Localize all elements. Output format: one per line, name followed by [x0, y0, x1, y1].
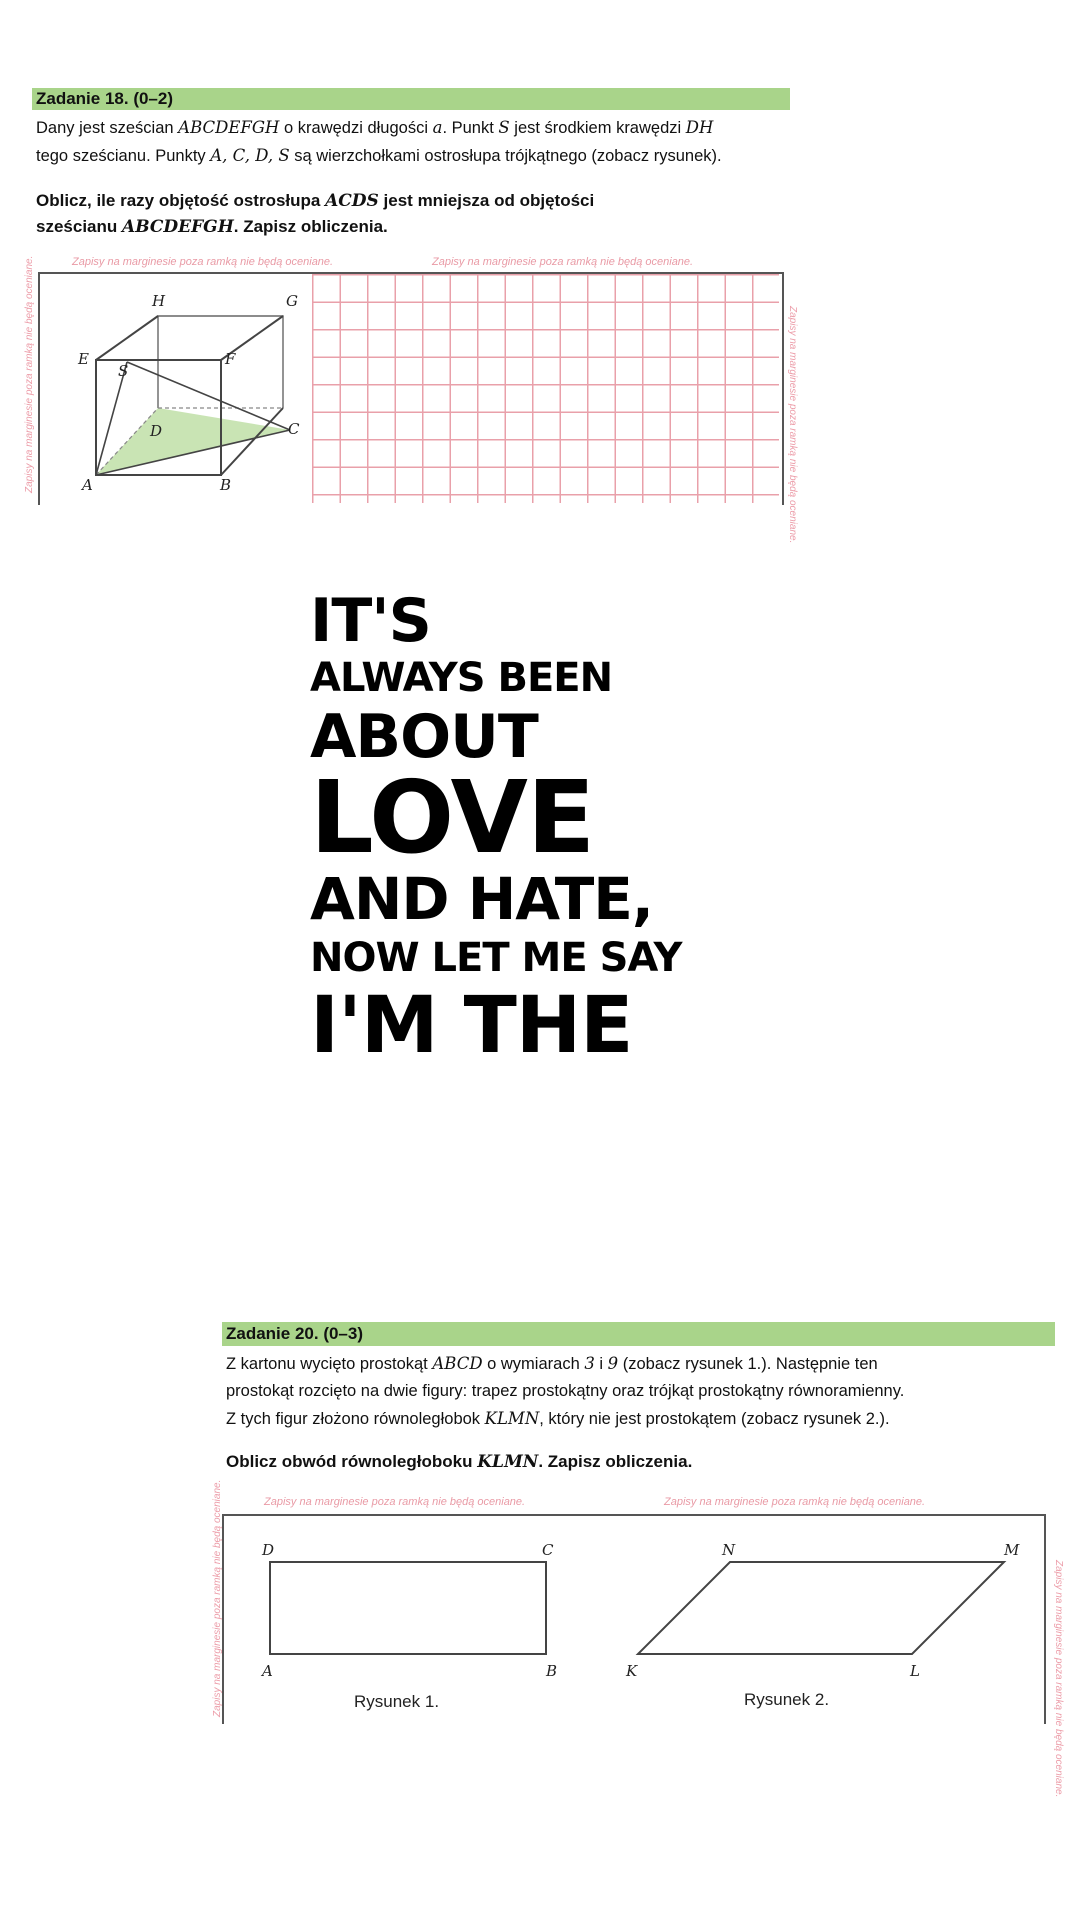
lyrics-line-1: IT'S: [310, 586, 431, 656]
side-note-left-20: Zapisy na marginesie poza ramką nie będą oceniane.: [212, 1479, 223, 1717]
vertex-m: M: [1004, 1541, 1020, 1559]
lyrics-line-5: AND HATE,: [310, 865, 653, 933]
figure-2-caption: Rysunek 2.: [744, 1690, 830, 1709]
rectangle-figure: [242, 1538, 572, 1688]
task-20-header: Zadanie 20. (0–3): [222, 1322, 1055, 1346]
task-20: [212, 1322, 1064, 1798]
task-20-line-3: Z tych figur złożono równoległobok KLMN, który nie jest prostokątem (zobacz rysunek 2.).: [226, 1409, 890, 1428]
figure-1-caption: Rysunek 1.: [354, 1692, 440, 1711]
parallelogram-figure: [602, 1538, 1042, 1688]
task-20-line-2: prostokąt rozcięto na dwie figury: trapez prostokątny oraz trójkąt prostokątny równoramienny.: [226, 1382, 905, 1400]
vertex-a: A: [82, 476, 93, 494]
vertex-c-20: C: [542, 1541, 554, 1559]
vertex-d-20: D: [262, 1541, 275, 1559]
lyrics-line-3: ABOUT: [310, 702, 538, 772]
vertex-l: L: [910, 1662, 920, 1680]
vertex-k: K: [626, 1662, 638, 1680]
task-18-line-1: Dany jest sześcian ABCDEFGH o krawędzi długości a. Punkt S jest środkiem krawędzi DH: [36, 118, 714, 137]
task-18-text: [32, 114, 790, 170]
answer-grid: [312, 274, 779, 503]
vertex-c: C: [288, 420, 300, 438]
task-18: [24, 88, 798, 544]
margin-note-left-20: Zapisy na marginesie poza ramką nie będą oceniane.: [264, 1496, 526, 1508]
vertex-g: G: [286, 292, 298, 310]
task-20-text: [222, 1350, 1055, 1433]
lyrics-block: [310, 586, 682, 1071]
side-note-left: Zapisy na marginesie poza ramką nie będą oceniane.: [24, 255, 35, 493]
vertex-b: B: [220, 476, 232, 494]
cube-figure: [60, 284, 300, 504]
lyrics-line-6: NOW LET ME SAY: [310, 935, 682, 981]
vertex-e: E: [78, 350, 89, 368]
task-18-instruction: Oblicz, ile razy objętość ostrosłupa ACDS jest mniejsza od objętości sześcianu ABCDEFGH. Zapisz obliczenia.: [36, 191, 595, 237]
task-20-line-1: Z kartonu wycięto prostokąt ABCD o wymiarach 3 i 9 (zobacz rysunek 1.). Następnie ten: [226, 1354, 878, 1373]
task-18-line-2: tego sześcianu. Punkty A, C, D, S są wierzchołkami ostrosłupa trójkątnego (zobacz rysunek).: [36, 146, 722, 165]
task-18-header: Zadanie 18. (0–2): [32, 88, 790, 110]
vertex-d: D: [150, 422, 163, 440]
side-note-right: Zapisy na marginesie poza ramką nie będą oceniane.: [787, 306, 798, 544]
vertex-s: S: [118, 362, 129, 380]
vertex-f: F: [225, 350, 236, 368]
margin-note-right: Zapisy na marginesie poza ramką nie będą oceniane.: [432, 256, 694, 268]
lyrics-line-4: LOVE: [310, 759, 595, 876]
lyrics-line-7: I'M THE: [310, 981, 633, 1071]
side-note-right-20: Zapisy na marginesie poza ramką nie będą oceniane.: [1053, 1560, 1064, 1798]
margin-note-left: Zapisy na marginesie poza ramką nie będą oceniane.: [72, 256, 334, 268]
lyrics-line-2: ALWAYS BEEN: [310, 655, 613, 701]
task-20-instruction: Oblicz obwód równoległoboku KLMN. Zapisz obliczenia.: [226, 1452, 693, 1472]
vertex-h: H: [152, 292, 166, 310]
vertex-b-20: B: [546, 1662, 558, 1680]
vertex-n: N: [722, 1541, 736, 1559]
vertex-a-20: A: [262, 1662, 273, 1680]
margin-note-right-20: Zapisy na marginesie poza ramką nie będą oceniane.: [664, 1496, 926, 1508]
